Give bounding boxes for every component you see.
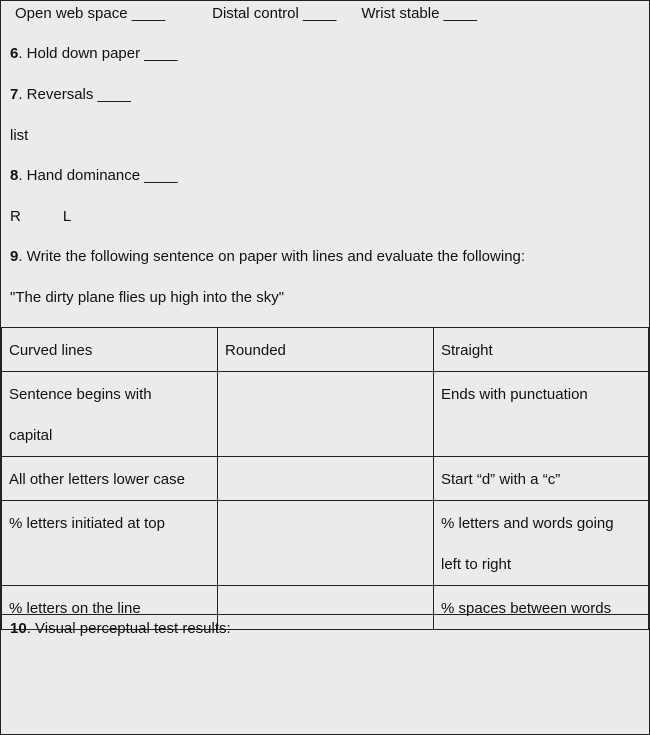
table-row (2, 372, 649, 457)
open-web-space-field: Open web space ____ (15, 5, 166, 22)
item-7 (10, 86, 131, 104)
top-checklist-row (15, 5, 477, 23)
table-cell: Straight (434, 328, 649, 372)
sample-sentence: "The dirty plane flies up high into the sky" (10, 289, 285, 306)
item-6-number: 6 (10, 45, 19, 62)
item-6-text: . Hold down paper ____ (18, 45, 178, 62)
direction-criterion-label: % letters and words going left to right (441, 515, 614, 573)
item-7-note: list (10, 127, 29, 144)
evaluation-table (1, 327, 649, 630)
table-cell: Rounded (218, 328, 434, 372)
item-7-text: . Reversals ____ (18, 86, 131, 103)
capital-criterion-label: Sentence begins with capital (9, 386, 152, 444)
table-cell: Start “d” with a “c” (434, 457, 649, 501)
item-8 (10, 167, 178, 185)
table-cell: % letters initiated at top (2, 501, 218, 586)
item-6 (10, 45, 178, 63)
item-9-text: . Write the following sentence on paper with lines and evaluate the following: (18, 248, 526, 265)
table-cell (218, 457, 434, 501)
hand-option-left: L (62, 208, 72, 225)
table-row (2, 328, 649, 372)
table-cell (434, 501, 649, 586)
table-cell (218, 501, 434, 586)
wrist-stable-field: Wrist stable ____ (361, 5, 477, 22)
item-8-text: . Hand dominance ____ (18, 167, 178, 184)
item-9 (10, 248, 525, 266)
table-row (2, 457, 649, 501)
hand-options (10, 208, 71, 226)
table-cell: Ends with punctuation (434, 372, 649, 457)
table-cell: Curved lines (2, 328, 218, 372)
item-9-number: 9 (10, 248, 19, 265)
visual-perceptual-section (1, 614, 649, 735)
distal-control-field: Distal control ____ (212, 5, 337, 22)
item-10-text: . Visual perceptual test results: (26, 620, 231, 637)
table-cell: All other letters lower case (2, 457, 218, 501)
table-cell (218, 372, 434, 457)
item-10 (10, 620, 231, 638)
table-row (2, 501, 649, 586)
table-cell: % spaces between words (434, 586, 649, 630)
table-cell (2, 372, 218, 457)
item-7-number: 7 (10, 86, 19, 103)
hand-option-right: R (10, 208, 21, 225)
table-cell: % letters on the line (2, 586, 218, 630)
item-10-number: 10 (10, 620, 27, 637)
item-8-number: 8 (10, 167, 19, 184)
